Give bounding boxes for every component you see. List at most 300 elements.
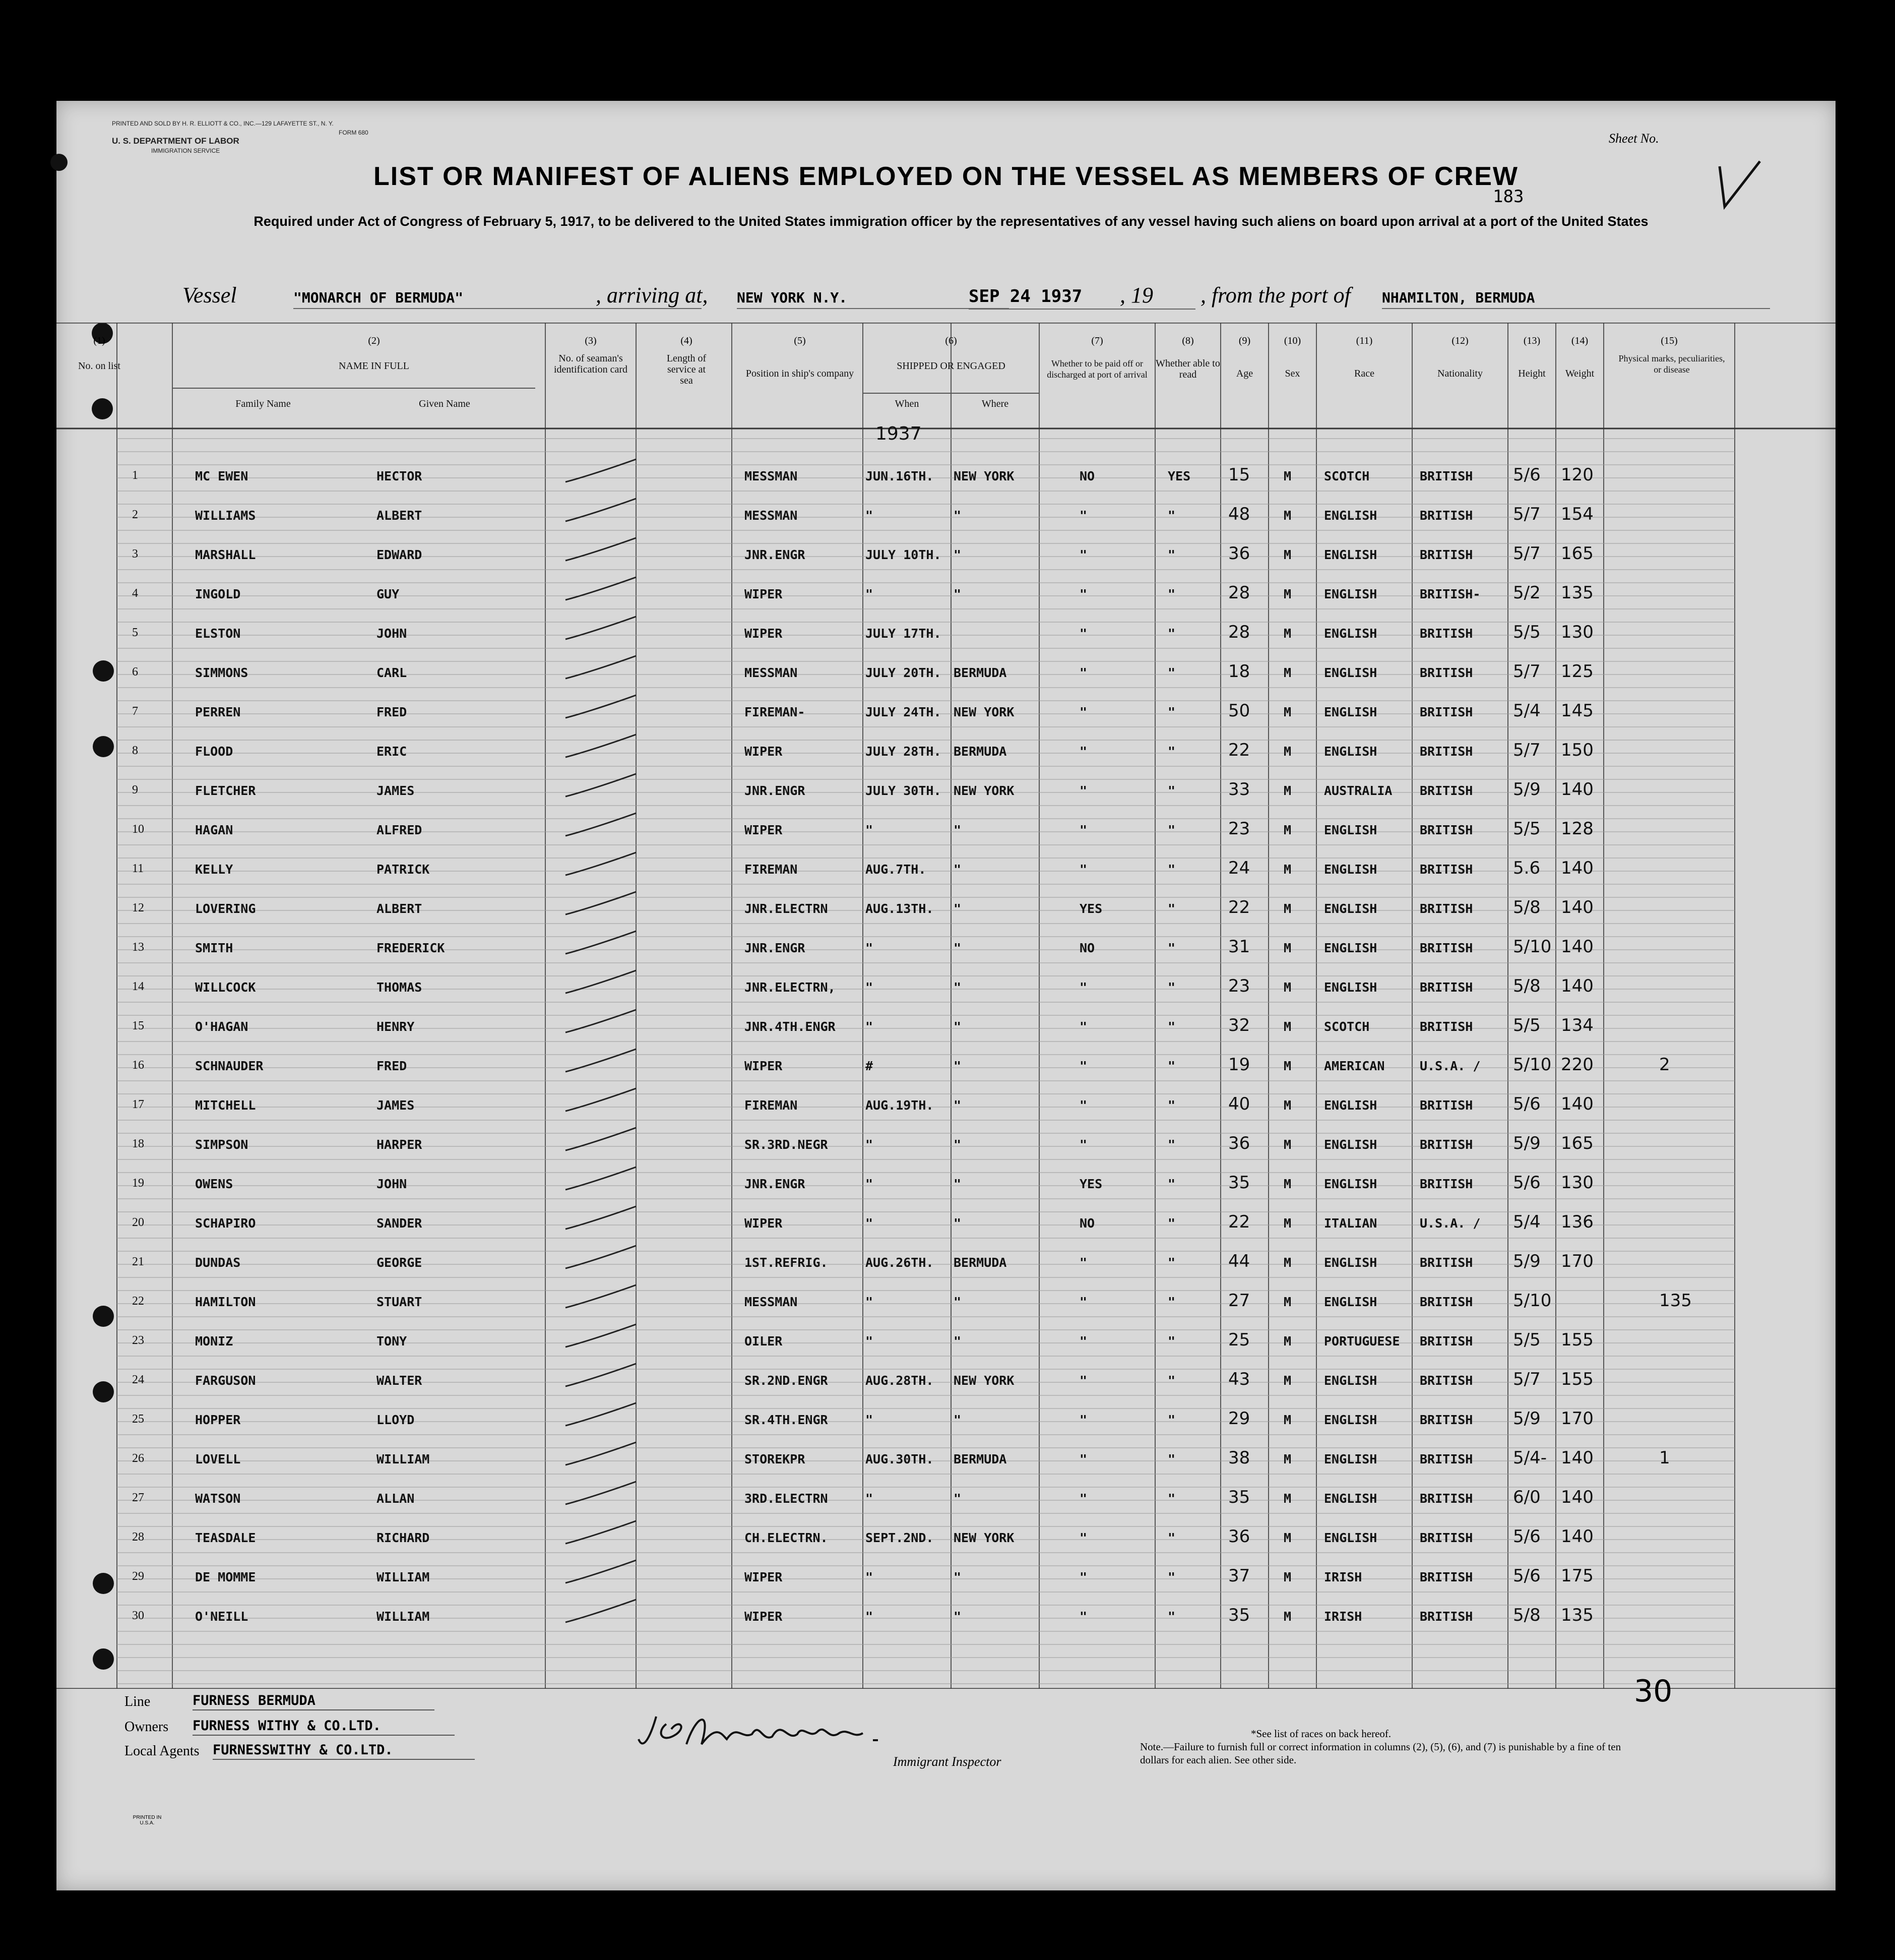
age: 50 <box>1228 701 1250 721</box>
height: 5/2 <box>1513 583 1541 603</box>
sex: M <box>1284 508 1292 523</box>
page-title: LIST OR MANIFEST OF ALIENS EMPLOYED ON THE VESSEL AS MEMBERS OF CREW <box>373 162 1519 191</box>
table-grid-lines <box>56 323 1836 1689</box>
paid-off: " <box>1080 980 1088 995</box>
position: SR.3RD.NEGR <box>744 1137 828 1152</box>
sex: M <box>1284 1059 1292 1073</box>
nationality: BRITISH <box>1420 1413 1473 1427</box>
nationality: BRITISH <box>1420 1177 1473 1191</box>
sex: M <box>1284 547 1292 562</box>
weight: 140 <box>1561 897 1594 917</box>
race: ENGLISH <box>1324 626 1377 641</box>
given-name: ALBERT <box>376 901 422 916</box>
nationality: BRITISH <box>1420 1334 1473 1349</box>
nationality: BRITISH <box>1420 1530 1473 1545</box>
col-header-age: Age <box>1236 368 1253 379</box>
position: JNR.ENGR <box>744 941 805 955</box>
vessel-line <box>182 282 1770 313</box>
race: ENGLISH <box>1324 705 1377 719</box>
penalty-note: Note.—Failure to furnish full or correct information in columns (2), (5), (6), and (7) is punishable by a fine of ten dollars for each alien. See other side. <box>1140 1741 1621 1766</box>
age: 28 <box>1228 583 1250 603</box>
col-number: (5) <box>794 335 806 346</box>
able-to-read: " <box>1168 980 1176 995</box>
age: 24 <box>1228 858 1250 878</box>
family-name: WATSON <box>195 1491 241 1506</box>
shipped-when: " <box>865 1413 873 1427</box>
check-mark-icon <box>560 1204 641 1234</box>
able-to-read: " <box>1168 1530 1176 1545</box>
age: 35 <box>1228 1605 1250 1625</box>
height: 5/6 <box>1513 465 1541 485</box>
shipped-when: " <box>865 1137 873 1152</box>
shipped-where: " <box>954 1177 962 1191</box>
height: 5/8 <box>1513 1605 1541 1625</box>
manifest-page <box>56 101 1836 1890</box>
col-header-no: No. on list <box>78 360 120 372</box>
row-number: 19 <box>132 1177 144 1190</box>
col-header-where: Where <box>981 398 1009 409</box>
family-name: ELSTON <box>195 626 241 641</box>
height: 5/4 <box>1513 1212 1541 1232</box>
race: ITALIAN <box>1324 1216 1377 1231</box>
able-to-read: " <box>1168 1491 1176 1506</box>
position: MESSMAN <box>744 1295 798 1309</box>
check-mark-icon <box>560 1322 641 1352</box>
shipped-where: " <box>954 941 962 955</box>
form-number: FORM 680 <box>339 129 368 136</box>
row-number: 25 <box>132 1413 144 1426</box>
shipped-when: " <box>865 1570 873 1584</box>
family-name: HAGAN <box>195 823 233 837</box>
age: 32 <box>1228 1015 1250 1035</box>
able-to-read: " <box>1168 1452 1176 1466</box>
sex: M <box>1284 587 1292 601</box>
able-to-read: " <box>1168 823 1176 837</box>
nationality: BRITISH <box>1420 980 1473 995</box>
height: 5/6 <box>1513 1526 1541 1547</box>
row-number: 15 <box>132 1019 144 1032</box>
shipped-when: JUN.16TH. <box>865 469 934 483</box>
nationality: BRITISH <box>1420 1609 1473 1624</box>
sex: M <box>1284 1019 1292 1034</box>
check-mark-icon <box>560 732 641 762</box>
race: ENGLISH <box>1324 823 1377 837</box>
check-mark-icon <box>560 1597 641 1627</box>
col-number: (10) <box>1284 335 1301 346</box>
family-name: MITCHELL <box>195 1098 256 1113</box>
age: 35 <box>1228 1487 1250 1507</box>
col-header-weight: Weight <box>1565 368 1595 379</box>
position: JNR.ELECTRN, <box>744 980 836 995</box>
check-mark-icon <box>560 771 641 802</box>
nationality: U.S.A. / <box>1420 1059 1481 1073</box>
sex: M <box>1284 1452 1292 1466</box>
able-to-read: " <box>1168 626 1176 641</box>
check-mark-icon <box>560 1047 641 1077</box>
sex: M <box>1284 1413 1292 1427</box>
shipped-where: " <box>954 901 962 916</box>
able-to-read: " <box>1168 1059 1176 1073</box>
weight: 150 <box>1561 740 1594 760</box>
height: 5/9 <box>1513 1408 1541 1429</box>
row-number: 4 <box>132 587 138 600</box>
from-port-label: , from the port of <box>1201 283 1351 308</box>
given-name: ALFRED <box>376 823 422 837</box>
position: JNR.ELECTRN <box>744 901 828 916</box>
paid-off: " <box>1080 1452 1088 1466</box>
given-name: WILLIAM <box>376 1452 430 1466</box>
family-name: WILLCOCK <box>195 980 256 995</box>
weight: 165 <box>1561 1133 1594 1153</box>
able-to-read: " <box>1168 1413 1176 1427</box>
given-name: JOHN <box>376 1177 407 1191</box>
shipped-where: " <box>954 1609 962 1624</box>
paid-off: " <box>1080 1059 1088 1073</box>
crew-table <box>56 323 1836 1689</box>
paid-off: " <box>1080 508 1088 523</box>
shipped-where: " <box>954 547 962 562</box>
family-name: TEASDALE <box>195 1530 256 1545</box>
paid-off: " <box>1080 744 1088 759</box>
given-name: GEORGE <box>376 1255 422 1270</box>
given-name: FRED <box>376 705 407 719</box>
line-value: FURNESS BERMUDA <box>193 1693 434 1710</box>
line-label: Line <box>124 1694 151 1709</box>
col-number: (15) <box>1661 335 1678 346</box>
given-name: PATRICK <box>376 862 430 877</box>
shipped-where: " <box>954 1413 962 1427</box>
able-to-read: " <box>1168 547 1176 562</box>
col-number: (13) <box>1523 335 1541 346</box>
height: 5/7 <box>1513 543 1541 564</box>
family-name: FLETCHER <box>195 783 256 798</box>
given-name: TONY <box>376 1334 407 1349</box>
nationality: BRITISH <box>1420 508 1473 523</box>
given-name: HECTOR <box>376 469 422 483</box>
shipped-where: NEW YORK <box>954 1530 1015 1545</box>
page-subtitle: Required under Act of Congress of February 5, 1917, to be delivered to the United States immigration officer by the representatives of any vessel having such aliens on board upon arrival at a port of the United States <box>254 214 1649 229</box>
shipped-when: " <box>865 1019 873 1034</box>
height: 5/7 <box>1513 661 1541 682</box>
shipped-when: " <box>865 1491 873 1506</box>
height: 5/7 <box>1513 740 1541 760</box>
height: 5.6 <box>1513 858 1541 878</box>
col-number: (11) <box>1356 335 1373 346</box>
nationality: U.S.A. / <box>1420 1216 1481 1231</box>
position: SR.4TH.ENGR <box>744 1413 828 1427</box>
position: SR.2ND.ENGR <box>744 1373 828 1388</box>
able-to-read: " <box>1168 1019 1176 1034</box>
given-name: SANDER <box>376 1216 422 1231</box>
weight: 155 <box>1561 1369 1594 1389</box>
weight: 135 <box>1561 1605 1594 1625</box>
position: 1ST.REFRIG. <box>744 1255 828 1270</box>
given-name: JAMES <box>376 1098 415 1113</box>
col-number: (6) <box>945 335 957 346</box>
position: WIPER <box>744 626 783 641</box>
nationality: BRITISH <box>1420 547 1473 562</box>
given-name: CARL <box>376 665 407 680</box>
sex: M <box>1284 1216 1292 1231</box>
position: WIPER <box>744 823 783 837</box>
race: ENGLISH <box>1324 901 1377 916</box>
shipped-when: AUG.26TH. <box>865 1255 934 1270</box>
weight: 145 <box>1561 701 1594 721</box>
weight: 140 <box>1561 1448 1594 1468</box>
age: 36 <box>1228 1133 1250 1153</box>
sex: M <box>1284 941 1292 955</box>
nationality: BRITISH <box>1420 1098 1473 1113</box>
check-mark-icon <box>560 889 641 920</box>
height: 5/5 <box>1513 1015 1541 1035</box>
col-header-sex: Sex <box>1285 368 1300 379</box>
height: 5/8 <box>1513 897 1541 917</box>
position: WIPER <box>744 1216 783 1231</box>
shipped-where: " <box>954 1570 962 1584</box>
weight: 220 <box>1561 1055 1594 1075</box>
paid-off: " <box>1080 1570 1088 1584</box>
age: 38 <box>1228 1448 1250 1468</box>
position: WIPER <box>744 744 783 759</box>
sex: M <box>1284 1491 1292 1506</box>
able-to-read: " <box>1168 1216 1176 1231</box>
age: 15 <box>1228 465 1250 485</box>
shipped-where: BERMUDA <box>954 665 1007 680</box>
age: 22 <box>1228 740 1250 760</box>
sex: M <box>1284 1609 1292 1624</box>
shipped-where: " <box>954 823 962 837</box>
given-name: HARPER <box>376 1137 422 1152</box>
paid-off: " <box>1080 1019 1088 1034</box>
shipped-where: " <box>954 980 962 995</box>
check-mark-icon <box>560 968 641 998</box>
check-mark-icon <box>560 1440 641 1470</box>
given-name: ALBERT <box>376 508 422 523</box>
weight: 130 <box>1561 1173 1594 1193</box>
physical-marks: 1 <box>1659 1448 1670 1468</box>
family-name: SIMPSON <box>195 1137 248 1152</box>
shipped-when: AUG.30TH. <box>865 1452 934 1466</box>
able-to-read: YES <box>1168 469 1191 483</box>
weight: 165 <box>1561 543 1594 564</box>
able-to-read: " <box>1168 1295 1176 1309</box>
height: 6/0 <box>1513 1487 1541 1507</box>
height: 5/6 <box>1513 1566 1541 1586</box>
family-name: LOVERING <box>195 901 256 916</box>
family-name: MONIZ <box>195 1334 233 1349</box>
shipped-when: AUG.19TH. <box>865 1098 934 1113</box>
row-number: 14 <box>132 980 144 993</box>
weight: 120 <box>1561 465 1594 485</box>
paid-off: " <box>1080 547 1088 562</box>
age: 23 <box>1228 976 1250 996</box>
able-to-read: " <box>1168 862 1176 877</box>
check-mark-icon <box>560 535 641 566</box>
able-to-read: " <box>1168 901 1176 916</box>
sheet-number-label: Sheet No. <box>1609 131 1659 146</box>
race: ENGLISH <box>1324 862 1377 877</box>
nationality: BRITISH <box>1420 626 1473 641</box>
weight: 140 <box>1561 1526 1594 1547</box>
col-number: (12) <box>1451 335 1469 346</box>
race: ENGLISH <box>1324 1452 1377 1466</box>
race: AUSTRALIA <box>1324 783 1393 798</box>
nationality: BRITISH <box>1420 901 1473 916</box>
sex: M <box>1284 665 1292 680</box>
paid-off: " <box>1080 587 1088 601</box>
nationality: BRITISH- <box>1420 587 1481 601</box>
nationality: BRITISH <box>1420 705 1473 719</box>
age: 28 <box>1228 622 1250 642</box>
sex: M <box>1284 783 1292 798</box>
paid-off: " <box>1080 862 1088 877</box>
able-to-read: " <box>1168 665 1176 680</box>
given-name: JOHN <box>376 626 407 641</box>
sex: M <box>1284 1177 1292 1191</box>
given-name: RICHARD <box>376 1530 430 1545</box>
family-name: SCHNAUDER <box>195 1059 264 1073</box>
arrival-port: NEW YORK N.Y. <box>737 289 1009 309</box>
race: SCOTCH <box>1324 1019 1370 1034</box>
col-number: (9) <box>1238 335 1251 346</box>
shipped-when: JULY 10TH. <box>865 547 941 562</box>
sex: M <box>1284 469 1292 483</box>
able-to-read: " <box>1168 705 1176 719</box>
check-mark-icon <box>560 1518 641 1549</box>
nationality: BRITISH <box>1420 1019 1473 1034</box>
shipped-when: JULY 17TH. <box>865 626 941 641</box>
nationality: BRITISH <box>1420 1491 1473 1506</box>
weight: 136 <box>1561 1212 1594 1232</box>
weight: 170 <box>1561 1251 1594 1271</box>
printer-imprint: PRINTED AND SOLD BY H. R. ELLIOTT & CO., INC.—129 LAFAYETTE ST., N. Y. <box>112 120 334 127</box>
position: 3RD.ELECTRN <box>744 1491 828 1506</box>
shipped-where: " <box>954 862 962 877</box>
family-name: KELLY <box>195 862 233 877</box>
nationality: BRITISH <box>1420 783 1473 798</box>
check-mark-icon <box>560 1243 641 1273</box>
position: JNR.ENGR <box>744 1177 805 1191</box>
paid-off: " <box>1080 1137 1088 1152</box>
height: 5/4- <box>1513 1448 1547 1468</box>
shipped-where: NEW YORK <box>954 469 1015 483</box>
height: 5/5 <box>1513 1330 1541 1350</box>
race: ENGLISH <box>1324 665 1377 680</box>
position: MESSMAN <box>744 665 798 680</box>
able-to-read: " <box>1168 587 1176 601</box>
row-number: 6 <box>132 665 138 679</box>
paid-off: " <box>1080 705 1088 719</box>
family-name: OWENS <box>195 1177 233 1191</box>
sex: M <box>1284 626 1292 641</box>
paid-off: " <box>1080 1413 1088 1427</box>
weight: 125 <box>1561 661 1594 682</box>
given-name: WILLIAM <box>376 1570 430 1584</box>
paid-off: " <box>1080 783 1088 798</box>
nationality: BRITISH <box>1420 1452 1473 1466</box>
weight: 140 <box>1561 779 1594 800</box>
department-name: U. S. DEPARTMENT OF LABOR <box>112 136 239 146</box>
col-header-physical-marks: Physical marks, peculiarities, or disease <box>1618 353 1725 375</box>
year-annotation: 1937 <box>875 423 922 444</box>
row-number: 20 <box>132 1216 144 1229</box>
printed-usa-mark: PRINTED IN U.S.A. <box>133 1815 162 1826</box>
shipped-where: " <box>954 508 962 523</box>
check-mark-icon <box>560 575 641 605</box>
age: 27 <box>1228 1291 1250 1311</box>
row-number: 29 <box>132 1570 144 1583</box>
weight: 140 <box>1561 937 1594 957</box>
given-name: GUY <box>376 587 400 601</box>
paid-off: " <box>1080 1098 1088 1113</box>
col-header-id-card: No. of seaman's identification card <box>553 353 628 375</box>
weight: 135 <box>1561 583 1594 603</box>
check-mark-icon <box>560 929 641 959</box>
shipped-when: " <box>865 1609 873 1624</box>
check-mark-icon <box>560 457 641 487</box>
race: ENGLISH <box>1324 1255 1377 1270</box>
race: ENGLISH <box>1324 1137 1377 1152</box>
row-number: 10 <box>132 823 144 836</box>
position: MESSMAN <box>744 508 798 523</box>
shipped-when: JULY 30TH. <box>865 783 941 798</box>
race: ENGLISH <box>1324 744 1377 759</box>
position: FIREMAN- <box>744 705 805 719</box>
shipped-when: # <box>865 1059 873 1073</box>
check-mark-icon <box>560 850 641 880</box>
race: AMERICAN <box>1324 1059 1385 1073</box>
age: 35 <box>1228 1173 1250 1193</box>
shipped-when: " <box>865 1216 873 1231</box>
position: FIREMAN <box>744 1098 798 1113</box>
family-name: DUNDAS <box>195 1255 241 1270</box>
agents-value: FURNESSWITHY & CO.LTD. <box>213 1742 475 1760</box>
able-to-read: " <box>1168 744 1176 759</box>
row-number: 28 <box>132 1530 144 1544</box>
shipped-when: " <box>865 980 873 995</box>
age: 22 <box>1228 1212 1250 1232</box>
sex: M <box>1284 1530 1292 1545</box>
check-mark-icon <box>560 1165 641 1195</box>
departure-port: NHAMILTON, BERMUDA <box>1382 289 1770 309</box>
sex: M <box>1284 1570 1292 1584</box>
given-name: ALLAN <box>376 1491 415 1506</box>
col-number: (7) <box>1091 335 1103 346</box>
height: 5/8 <box>1513 976 1541 996</box>
inspector-signature <box>636 1704 918 1759</box>
paid-off: YES <box>1080 901 1103 916</box>
height: 5/7 <box>1513 504 1541 524</box>
shipped-where: " <box>954 1019 962 1034</box>
able-to-read: " <box>1168 1255 1176 1270</box>
paid-off: " <box>1080 626 1088 641</box>
vessel-name: "MONARCH OF BERMUDA" <box>293 289 702 309</box>
race-note: *See list of races on back hereof. <box>1251 1728 1392 1740</box>
nationality: BRITISH <box>1420 1137 1473 1152</box>
row-number: 16 <box>132 1059 144 1072</box>
family-name: MC EWEN <box>195 469 248 483</box>
row-number: 30 <box>132 1609 144 1622</box>
shipped-where: " <box>954 1137 962 1152</box>
owners-label: Owners <box>124 1719 169 1735</box>
nationality: BRITISH <box>1420 823 1473 837</box>
shipped-when: AUG.28TH. <box>865 1373 934 1388</box>
age: 23 <box>1228 819 1250 839</box>
shipped-where: NEW YORK <box>954 783 1015 798</box>
able-to-read: " <box>1168 1177 1176 1191</box>
age: 33 <box>1228 779 1250 800</box>
sex: M <box>1284 1098 1292 1113</box>
